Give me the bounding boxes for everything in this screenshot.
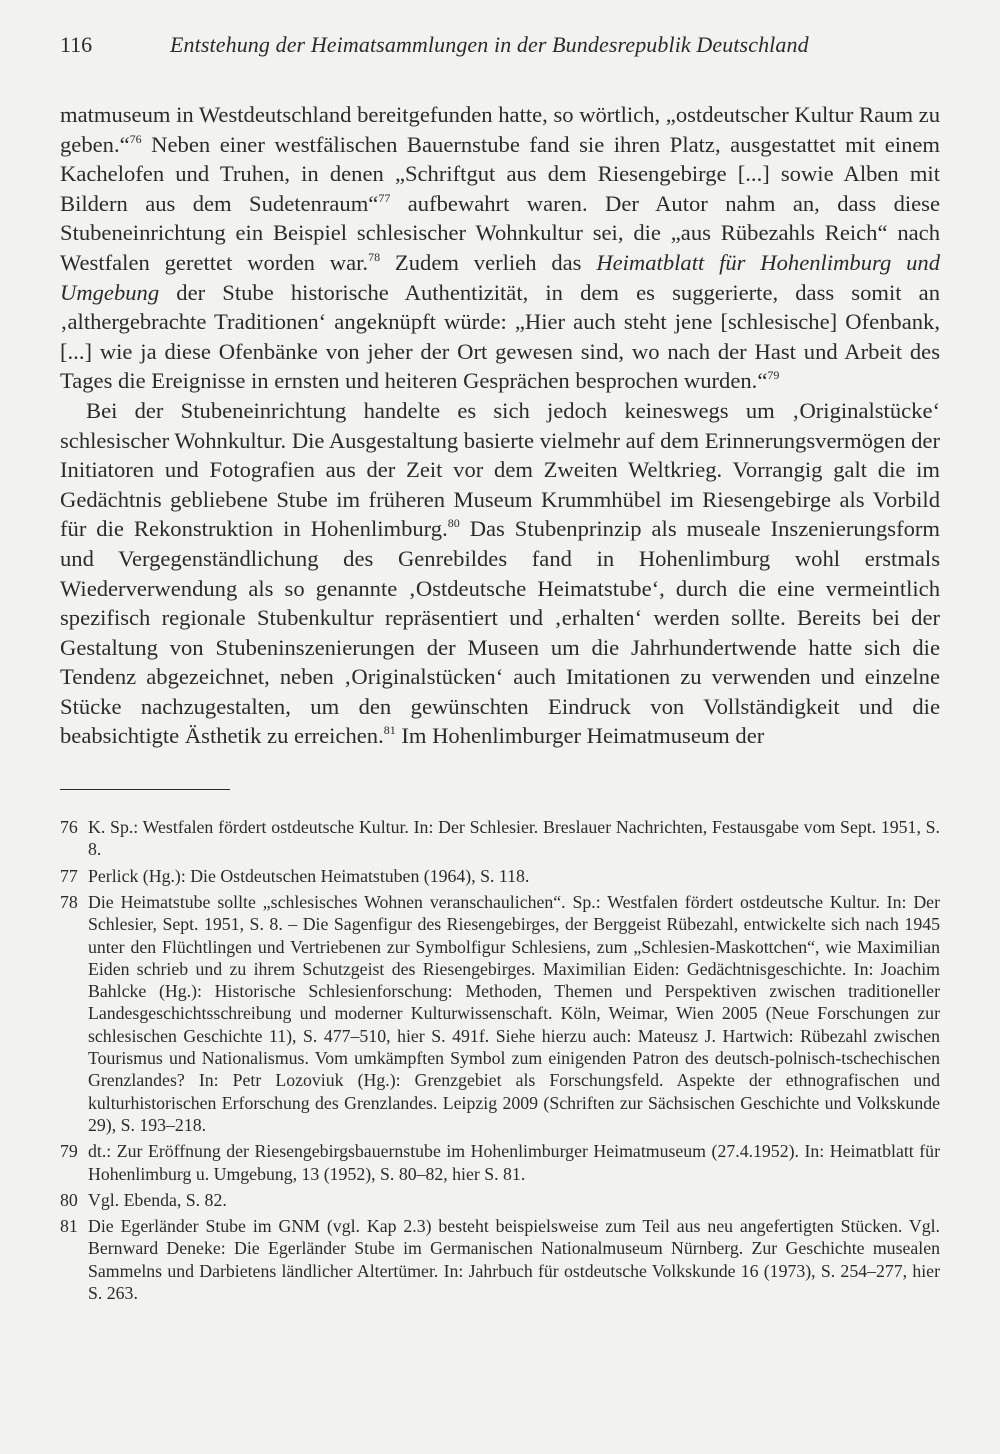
footnote [60,816,940,861]
footnote [60,865,940,887]
paragraph [60,100,940,396]
footnote-ref: 78 [368,249,381,264]
footnote-text: Die Egerländer Stube im GNM (vgl. Kap 2.3) besteht beispielsweise zum Teil aus neu angefertigten Stücken. Vgl. Bernward Deneke: Die Egerländer Stube im Germanischen Nationalmuseum Nürnberg. Zur Geschichte musealen Sammelns und Darbietens ländlicher Altertümer. In: Jahrbuch für ostdeutsche Volkskunde 16 (1973), S. 254–277, hier S. 263. [88,1216,940,1303]
footnote-number: 81 [60,1216,78,1237]
footnote-number: 78 [60,891,78,912]
footnote-number: 77 [60,865,78,886]
text-run: matmuseum in Westdeutschland bereitgefunden hatte, so wörtlich, „ostdeutscher Kultur Raum zu geben.“ [60,102,940,157]
footnote [60,891,940,1136]
footnote-number: 79 [60,1141,78,1162]
footnote [60,1140,940,1185]
running-title: Entstehung der Heimatsammlungen in der Bundesrepublik Deutschland [170,32,809,57]
footnote-text: Perlick (Hg.): Die Ostdeutschen Heimatstuben (1964), S. 118. [88,865,530,886]
footnote-ref: 81 [383,723,396,738]
footnote [60,1215,940,1304]
footnote-number: 80 [60,1189,78,1210]
footnote-text: Vgl. Ebenda, S. 82. [88,1189,227,1210]
footnote-text: dt.: Zur Eröffnung der Riesengebirgsbauernstube im Hohenlimburger Heimatmuseum (27.4.1952). In: Heimatblatt für Hohenlimburg u. Umgebung, 13 (1952), S. 80–82, hier S. 81. [88,1141,940,1184]
footnote-ref: 76 [129,131,142,146]
footnote-text: K. Sp.: Westfalen fördert ostdeutsche Kultur. In: Der Schlesier. Breslauer Nachrichten, Festausgabe vom Sept. 1951, S. 8. [88,817,940,860]
main-text [60,100,940,751]
text-run: Im Hohenlimburger Heimatmuseum der [395,723,765,749]
running-header [60,30,940,70]
text-run: Zudem verlieh das [380,249,597,275]
footnote-ref: 77 [378,190,391,205]
text-run: Das Stubenprinzip als museale Inszenierungsform und Vergegenständlichung des Genrebildes fand in Hohenlimburg wohl erstmals Wiederverwendung als so genannte ‚Ostdeutsche Heimatstube‘, durch die eine vermeintlich spezifisch regionale Stubenkultur repräsentiert und ‚erhalten‘ werden sollte. Bereits bei der Gestaltung von Stubeninszenierungen der Museen um die Jahrhundertwende hatte sich die Tendenz abgezeichnet, neben ‚Originalstücken‘ auch Imitationen zu verwenden und einzelne Stücke nachzugestalten, um den gewünschten Eindruck von Vollständigkeit und die beabsichtigte Ästhetik zu erreichen. [60,516,940,749]
paragraph [60,396,940,751]
footnote-number: 76 [60,817,78,838]
italic-title: Heimatblatt für Hohenlimburg und Umgebung [60,249,940,305]
text-run: Neben einer westfälischen Bauernstube fand sie ihren Platz, ausgestattet mit einem Kachelofen und Truhen, in denen „Schriftgut aus dem Riesengebirge [...] sowie Alben mit Bildern aus dem Sudetenraum“ [60,131,940,216]
footnote-ref: 80 [447,516,460,531]
text-run: der Stube historische Authentizität, in dem es suggerierte, dass somit an ‚althergebrachte Traditionen‘ angeknüpft würde: „Hier auch steht jene [schlesische] Ofenbank, [...] wie ja diese Ofenbänke von jeher der Ort gewesen sind, wo nach der Hast und Arbeit des Tages die Ereignisse in ernsten und heiteren Gesprächen besprochen wurden.“ [60,279,940,394]
text-run: aufbewahrt waren. Der Autor nahm an, dass diese Stubeneinrichtung ein Beispiel schlesischer Wohnkultur sei, die „aus Rübezahls Reich“ nach Westfalen gerettet worden war. [60,190,940,275]
page-number: 116 [60,32,93,57]
text-run: Bei der Stubeneinrichtung handelte es sich jedoch keineswegs um ‚Originalstücke‘ schlesischer Wohnkultur. Die Ausgestaltung basierte vielmehr auf dem Erinnerungsvermögen der Initiatoren und Fotografien aus der Zeit vor dem Zweiten Weltkrieg. Vorrangig galt die im Gedächtnis gebliebene Stube im früheren Museum Krummhübel im Riesengebirge als Vorbild für die Rekonstruktion in Hohenlimburg. [60,397,940,542]
footnotes [60,816,940,1304]
footnote-ref: 79 [767,368,780,383]
footnote-text: Die Heimatstube sollte „schlesisches Wohnen veranschaulichen“. Sp.: Westfalen fördert ostdeutsche Kultur. In: Der Schlesier, Sept. 1951, S. 8. – Die Sagenfigur des Riesengebirges, der Berggeist Rübezahl, entwickelte sich nach 1945 unter den Flüchtlingen und Vertriebenen zur Symbolfigur Schlesiens, zum „Schlesien-Maskottchen“, wie Maximilian Eiden schrieb und zu ihrem Schutzgeist des Riesengebirges. Maximilian Eiden: Gedächtnisgeschichte. In: Joachim Bahlcke (Hg.): Historische Schlesienforschung: Methoden, Themen und Perspektiven zwischen traditioneller Landesgeschichtsschreibung und moderner Kulturwissenschaft. Köln, Weimar, Wien 2005 (Neue Forschungen zur schlesischen Geschichte 11), S. 477–510, hier S. 491f. Siehe hierzu auch: Mateusz J. Hartwich: Rübezahl zwischen Tourismus und Nationalismus. Vom umkämpften Symbol zum einigenden Patron des deutsch-polnisch-tschechischen Grenzlandes? In: Petr Lozoviuk (Hg.): Grenzgebiet als Forschungsfeld. Aspekte der ethnografischen und kulturhistorischen Erforschung des Grenzlandes. Leipzig 2009 (Schriften zur Sächsischen Geschichte und Volkskunde 29), S. 193–218. [88,891,940,1135]
footnote [60,1189,940,1211]
book-page [60,30,940,1308]
footnote-separator [60,789,230,790]
